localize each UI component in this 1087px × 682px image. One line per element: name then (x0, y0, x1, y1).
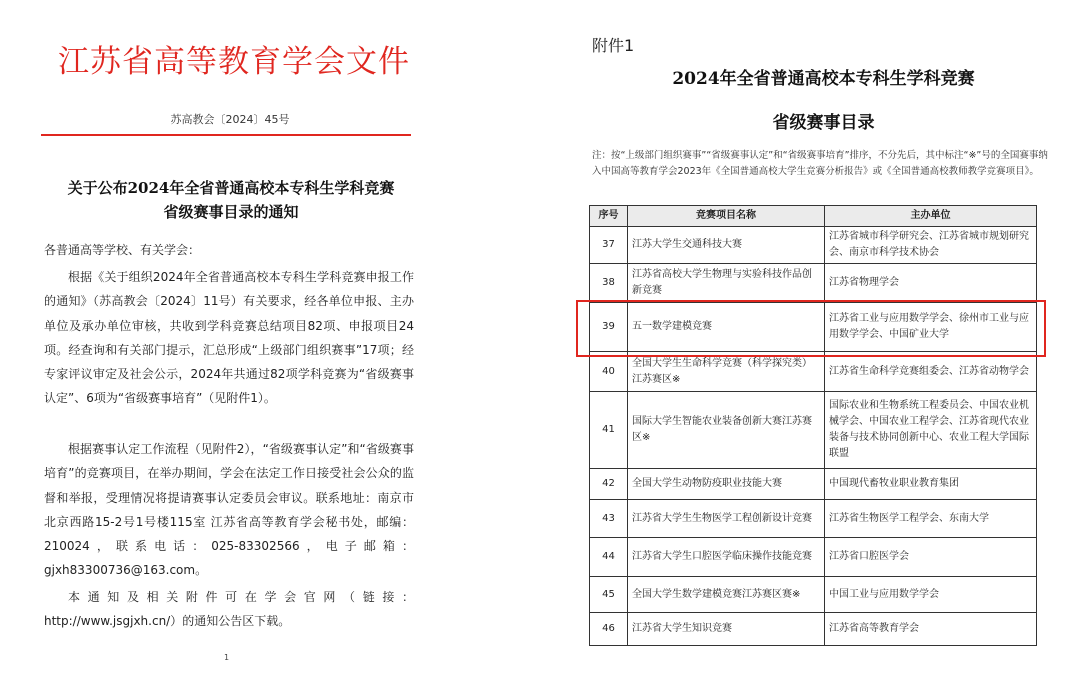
table-row (590, 538, 1037, 577)
row-org: 中国现代畜牧业职业教育集团 (825, 469, 1037, 500)
row-org: 国际农业和生物系统工程委员会、中国农业机械学会、中国农业工程学会、江苏省现代农业装备与技术协同创新中心、农业工程大学国际联盟 (825, 392, 1037, 469)
body-paragraph-1: 根据《关于组织2024年全省普通高校本专科生学科竞赛申报工作的通知》（苏高教会〔2024〕11号）有关要求，经各单位申报、主办单位及承办单位审核，共收到学科竞赛总结项目82项、申报项目24项。经查询和有关部门提示，汇总形成“上级部门组织赛事”17项；经专家评议审定及社会公示，2024年共通过82项学科竞赛为“省级赛事认定”、6项为“省级赛事培育”（见附件1）。 (44, 270, 414, 406)
salutation: 各普通高等学校、有关学会： (44, 243, 201, 257)
row-name: 五一数学建模竞赛 (628, 303, 825, 352)
row-no: 43 (590, 500, 628, 538)
row-org: 江苏省生物医学工程学会、东南大学 (825, 500, 1037, 538)
row-name: 江苏省高校大学生物理与实验科技作品创新竞赛 (628, 264, 825, 303)
document-number: 苏高教会〔2024〕45号 (170, 113, 290, 126)
row-org: 中国工业与应用数学学会 (825, 577, 1037, 613)
row-no: 46 (590, 613, 628, 646)
row-no: 40 (590, 352, 628, 392)
header-no: 序号 (590, 206, 628, 227)
row-name: 全国大学生数学建模竞赛江苏赛区赛※ (628, 577, 825, 613)
row-no: 42 (590, 469, 628, 500)
table-row (590, 392, 1037, 469)
row-no: 41 (590, 392, 628, 469)
row-no: 39 (590, 303, 628, 352)
row-name: 江苏大学生交通科技大赛 (628, 227, 825, 264)
table-row (590, 227, 1037, 264)
document-header-title: 江苏省高等教育学会文件 (58, 44, 410, 80)
row-name: 全国大学生动物防疫职业技能大赛 (628, 469, 825, 500)
row-no: 44 (590, 538, 628, 577)
competition-table (589, 205, 1037, 646)
row-org: 江苏省生命科学竞赛组委会、江苏省动物学会 (825, 352, 1037, 392)
row-no: 37 (590, 227, 628, 264)
red-divider (41, 134, 411, 136)
header-org: 主办单位 (825, 206, 1037, 227)
row-no: 38 (590, 264, 628, 303)
table-row (590, 303, 1037, 352)
notice-title-line1: 关于公布2024年全省普通高校本专科生学科竞赛 (67, 179, 395, 197)
row-name: 全国大学生生命科学竞赛（科学探究类）江苏赛区※ (628, 352, 825, 392)
row-org: 江苏省物理学会 (825, 264, 1037, 303)
page-number: 1 (224, 653, 230, 662)
row-name: 江苏省大学生知识竞赛 (628, 613, 825, 646)
table-row (590, 264, 1037, 303)
notice-title (41, 176, 421, 224)
attachment-label: 附件1 (592, 36, 635, 55)
right-document-page (560, 0, 1087, 682)
body-paragraph-3: 本通知及相关附件可在学会官网（链接：http://www.jsgjxh.cn/）的通知公告区下载。 (44, 590, 414, 629)
row-org: 江苏省口腔医学会 (825, 538, 1037, 577)
catalog-title-line2: 省级赛事目录 (772, 113, 875, 133)
catalog-note: 注：按“上级部门组织赛事”“省级赛事认定”和“省级赛事培育”排序，不分先后，其中标注“※”号的全国赛事纳入中国高等教育学会2023年《全国普通高校大学生竞赛分析报告》或《全国普通高校教师教学竞赛项目》。 (592, 150, 1048, 177)
catalog-title-line1: 2024年全省普通高校本专科生学科竞赛 (672, 69, 975, 89)
row-name: 江苏省大学生生物医学工程创新设计竞赛 (628, 500, 825, 538)
row-org: 江苏省高等教育学会 (825, 613, 1037, 646)
row-name: 国际大学生智能农业装备创新大赛江苏赛区※ (628, 392, 825, 469)
body-paragraph-2: 根据赛事认定工作流程（见附件2），“省级赛事认定”和“省级赛事培育”的竞赛项目，在举办期间，学会在法定工作日接受社会公众的监督和举报，受理情况将提请赛事认定委员会审议。联系地址：南京市北京西路15-2号1号楼115室 江苏省高等教育学会秘书处，邮编：210024，联系电话：025-83302566，电子邮箱：gjxh83300736@163.com。 (44, 442, 414, 578)
row-name: 江苏省大学生口腔医学临床操作技能竞赛 (628, 538, 825, 577)
header-name: 竞赛项目名称 (628, 206, 825, 227)
table-row (590, 613, 1037, 646)
table-row (590, 352, 1037, 392)
table-row (590, 577, 1037, 613)
table-row (590, 469, 1037, 500)
table-row (590, 500, 1037, 538)
notice-title-line2: 省级赛事目录的通知 (163, 203, 299, 221)
row-org: 江苏省城市科学研究会、江苏省城市规划研究会、南京市科学技术协会 (825, 227, 1037, 264)
row-org: 江苏省工业与应用数学学会、徐州市工业与应用数学学会、中国矿业大学 (825, 303, 1037, 352)
table-header-row (590, 206, 1037, 227)
row-no: 45 (590, 577, 628, 613)
